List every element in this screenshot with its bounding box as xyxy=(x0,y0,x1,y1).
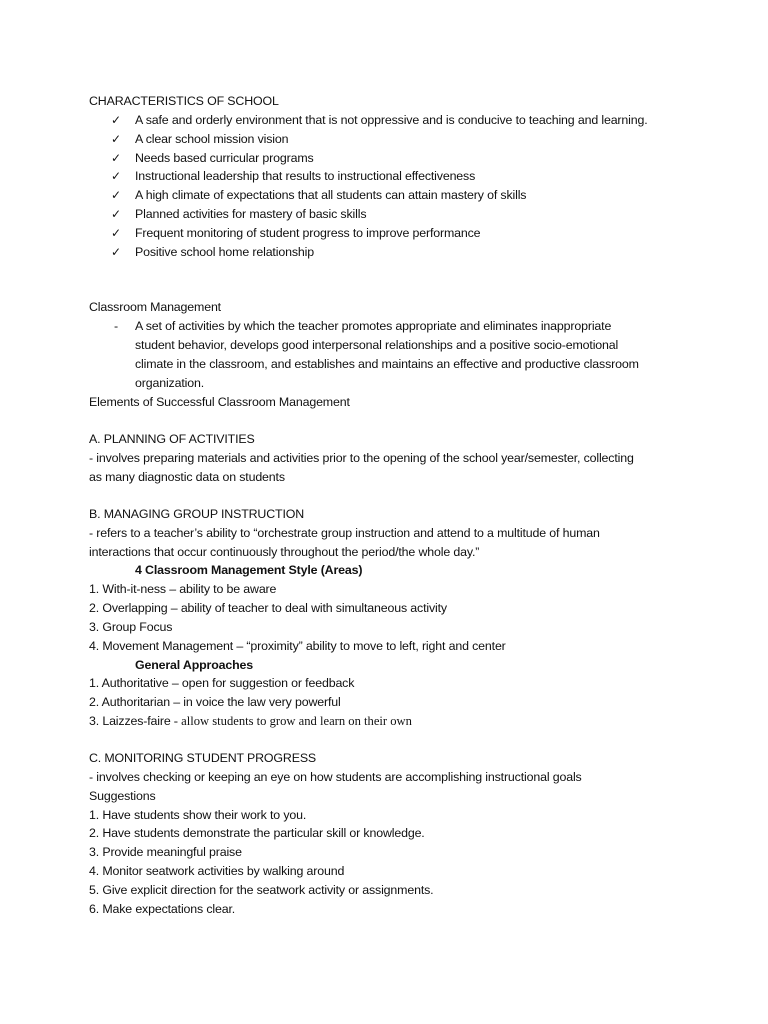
section-a-line: as many diagnostic data on students xyxy=(89,470,285,484)
approach-item-3 xyxy=(89,712,412,731)
check-icon: ✓ xyxy=(111,207,122,221)
check-icon: ✓ xyxy=(111,245,122,259)
elements-heading: Elements of Successful Classroom Management xyxy=(89,395,350,409)
section-a-heading: A. PLANNING OF ACTIVITIES xyxy=(89,432,255,446)
check-icon: ✓ xyxy=(111,188,122,202)
check-icon: ✓ xyxy=(111,113,122,127)
school-item: Planned activities for mastery of basic skills xyxy=(135,207,367,221)
style-item: 1. With-it-ness – ability to be aware xyxy=(89,582,277,596)
check-icon: ✓ xyxy=(111,151,122,165)
approach-3-description: - allow students to grow and learn on their own xyxy=(170,714,412,728)
styles-heading: 4 Classroom Management Style (Areas) xyxy=(135,563,363,577)
school-item: A clear school mission vision xyxy=(135,132,289,146)
section-c-line: - involves checking or keeping an eye on how students are accomplishing instructional goals xyxy=(89,770,582,784)
classroom-definition-line: student behavior, develops good interpersonal relationships and a positive socio-emotional xyxy=(135,338,619,352)
dash-bullet: - xyxy=(114,319,119,333)
approach-3-label: 3. Laizzes-faire xyxy=(89,714,171,728)
approach-item: 1. Authoritative – open for suggestion or feedback xyxy=(89,676,355,690)
school-item: Frequent monitoring of student progress to improve performance xyxy=(135,226,481,240)
approaches-heading: General Approaches xyxy=(135,658,254,672)
suggestion-item: 5. Give explicit direction for the seatwork activity or assignments. xyxy=(89,883,434,897)
suggestion-item: 6. Make expectations clear. xyxy=(89,902,236,916)
style-item: 4. Movement Management – “proximity” ability to move to left, right and center xyxy=(89,639,506,653)
suggestion-item: 2. Have students demonstrate the particular skill or knowledge. xyxy=(89,826,425,840)
style-item: 3. Group Focus xyxy=(89,620,173,634)
school-item: A safe and orderly environment that is not oppressive and is conducive to teaching and learning. xyxy=(135,113,648,127)
check-icon: ✓ xyxy=(111,226,122,240)
suggestion-item: 1. Have students show their work to you. xyxy=(89,808,307,822)
school-item: Instructional leadership that results to instructional effectiveness xyxy=(135,169,476,183)
suggestions-heading: Suggestions xyxy=(89,789,156,803)
check-icon: ✓ xyxy=(111,132,122,146)
approach-item: 2. Authoritarian – in voice the law very powerful xyxy=(89,695,341,709)
school-item: Needs based curricular programs xyxy=(135,151,314,165)
style-item: 2. Overlapping – ability of teacher to deal with simultaneous activity xyxy=(89,601,447,615)
section-b-line: interactions that occur continuously throughout the period/the whole day.” xyxy=(89,545,480,559)
check-icon: ✓ xyxy=(111,169,122,183)
section-b-heading: B. MANAGING GROUP INSTRUCTION xyxy=(89,507,305,521)
section-b-line: - refers to a teacher’s ability to “orchestrate group instruction and attend to a multitude of human xyxy=(89,526,600,540)
classroom-heading: Classroom Management xyxy=(89,300,221,314)
school-heading: CHARACTERISTICS OF SCHOOL xyxy=(89,94,279,108)
classroom-definition-line: organization. xyxy=(135,376,204,390)
suggestion-item: 4. Monitor seatwork activities by walking around xyxy=(89,864,345,878)
section-a-line: - involves preparing materials and activities prior to the opening of the school year/semester, collecting xyxy=(89,451,634,465)
classroom-definition-line: climate in the classroom, and establishes and maintains an effective and productive classroom xyxy=(135,357,639,371)
school-item: A high climate of expectations that all students can attain mastery of skills xyxy=(135,188,527,202)
suggestion-item: 3. Provide meaningful praise xyxy=(89,845,242,859)
classroom-definition-line: A set of activities by which the teacher promotes appropriate and eliminates inappropriate xyxy=(135,319,612,333)
section-c-heading: C. MONITORING STUDENT PROGRESS xyxy=(89,751,317,765)
school-item: Positive school home relationship xyxy=(135,245,314,259)
